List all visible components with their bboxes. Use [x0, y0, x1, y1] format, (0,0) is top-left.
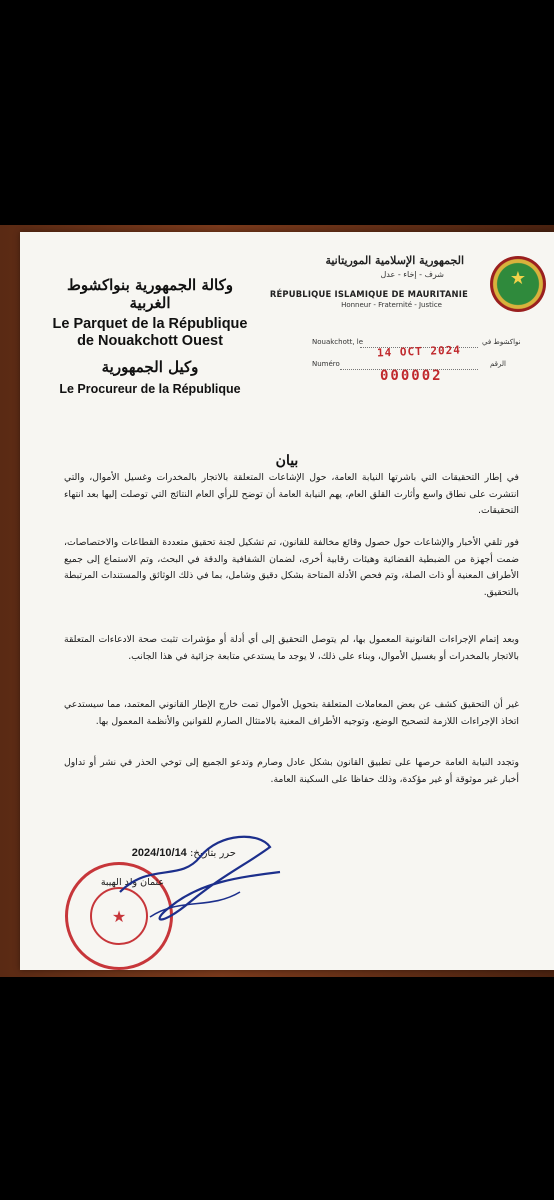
paragraph-1: في إطار التحقيقات التي باشرتها النيابة العامة، حول الإشاعات المتعلقة بالاتجار بالمخدرات وغسيل الأموال، والتي انتشرت على نطاق واسع وأثارت القلق العام، يهم النيابة العامة أن توضح للرأي العام النتائج التي توصلت إليها بعد انتهاء التحقيقات.	[64, 472, 519, 516]
document-page	[20, 232, 554, 970]
republic-motto-ar: شرف - إخاء - عدل	[380, 270, 444, 279]
date-label-fr: Nouakchott, le	[312, 338, 364, 346]
paragraph-5: وتجدد النيابة العامة حرصها على تطبيق القانون بشكل عادل وصارم وتدعو الجميع إلى توخي الحذر في نشر أو تداول أخبار غير موثوقة أو غير مؤكدة، وذلك حفاظا على السكينة العامة.	[64, 757, 519, 785]
issue-date-label: حرر بتاريخ:	[190, 848, 236, 859]
issue-date-value: 2024/10/14	[131, 847, 187, 859]
handwritten-signature	[110, 822, 290, 932]
paragraph-2: فور تلقي الأخبار والإشاعات حول حصول وقائع مخالفة للقانون، تم تشكيل لجنة تحقيق متعددة القطاعات والاختصاصات، ضمت أجهزة من الضبطية القضائية وهيئات رقابية أخرى، لضمان الشفافية والدقة في البحث، وتم الاستماع إلى جميع الأطراف المعنية أو ذات الصلة، وتم فحص الأدلة المتاحة بشكل دقيق وشامل، بما في ذلك الوثائق والمستندات المرتبطة بالتحقيق.	[64, 537, 519, 598]
number-label-fr: Numéro	[312, 360, 340, 368]
role-fr: Le Procureur de la République	[59, 382, 241, 396]
paragraph-3: وبعد إتمام الإجراءات القانونية المعمول بها، لم يتوصل التحقيق إلى أي أدلة أو مؤشرات تثبت صحة الادعاءات المتعلقة بالاتجار بالمخدرات أو بغسيل الأموال، وبناء على ذلك، لا يوجد ما يستدعي متابعة جزائية في هذا الجانب.	[64, 634, 519, 662]
signer-name: عثمان ولد الهيبة	[100, 877, 164, 888]
national-emblem-icon: ★	[490, 256, 546, 312]
date-label-ar: نواكشوط في	[482, 338, 521, 346]
number-label-ar: الرقم	[490, 360, 506, 368]
seal-star-icon: ★	[111, 907, 127, 926]
republic-title-ar: الجمهورية الإسلامية الموريتانية	[325, 254, 464, 267]
issuer-header	[50, 276, 250, 396]
office-name-fr: Le Parquet de la République de Nouakchott Ouest	[52, 316, 248, 349]
number-stamp: 000002	[380, 368, 443, 384]
republic-motto-fr: Honneur - Fraternité - Justice	[341, 301, 442, 309]
republic-title-fr: RÉPUBLIQUE ISLAMIQUE DE MAURITANIE	[269, 289, 468, 299]
paragraph-4: غير أن التحقيق كشف عن بعض المعاملات المتعلقة بتحويل الأموال تمت خارج الإطار القانوني المعتمد، مما سيستدعي اتخاذ الإجراءات اللازمة لتصحيح الوضع، وتوجيه الأطراف المعنية بالامتثال الصارم للقوانين والأنظمة المعمول بها.	[64, 699, 519, 727]
role-ar: وكيل الجمهورية	[101, 358, 199, 376]
date-stamp: 14 OCT 2024	[376, 343, 462, 360]
document-title: بيان	[275, 453, 299, 469]
office-name-ar: وكالة الجمهورية بنواكشوط الغربية	[67, 276, 233, 312]
